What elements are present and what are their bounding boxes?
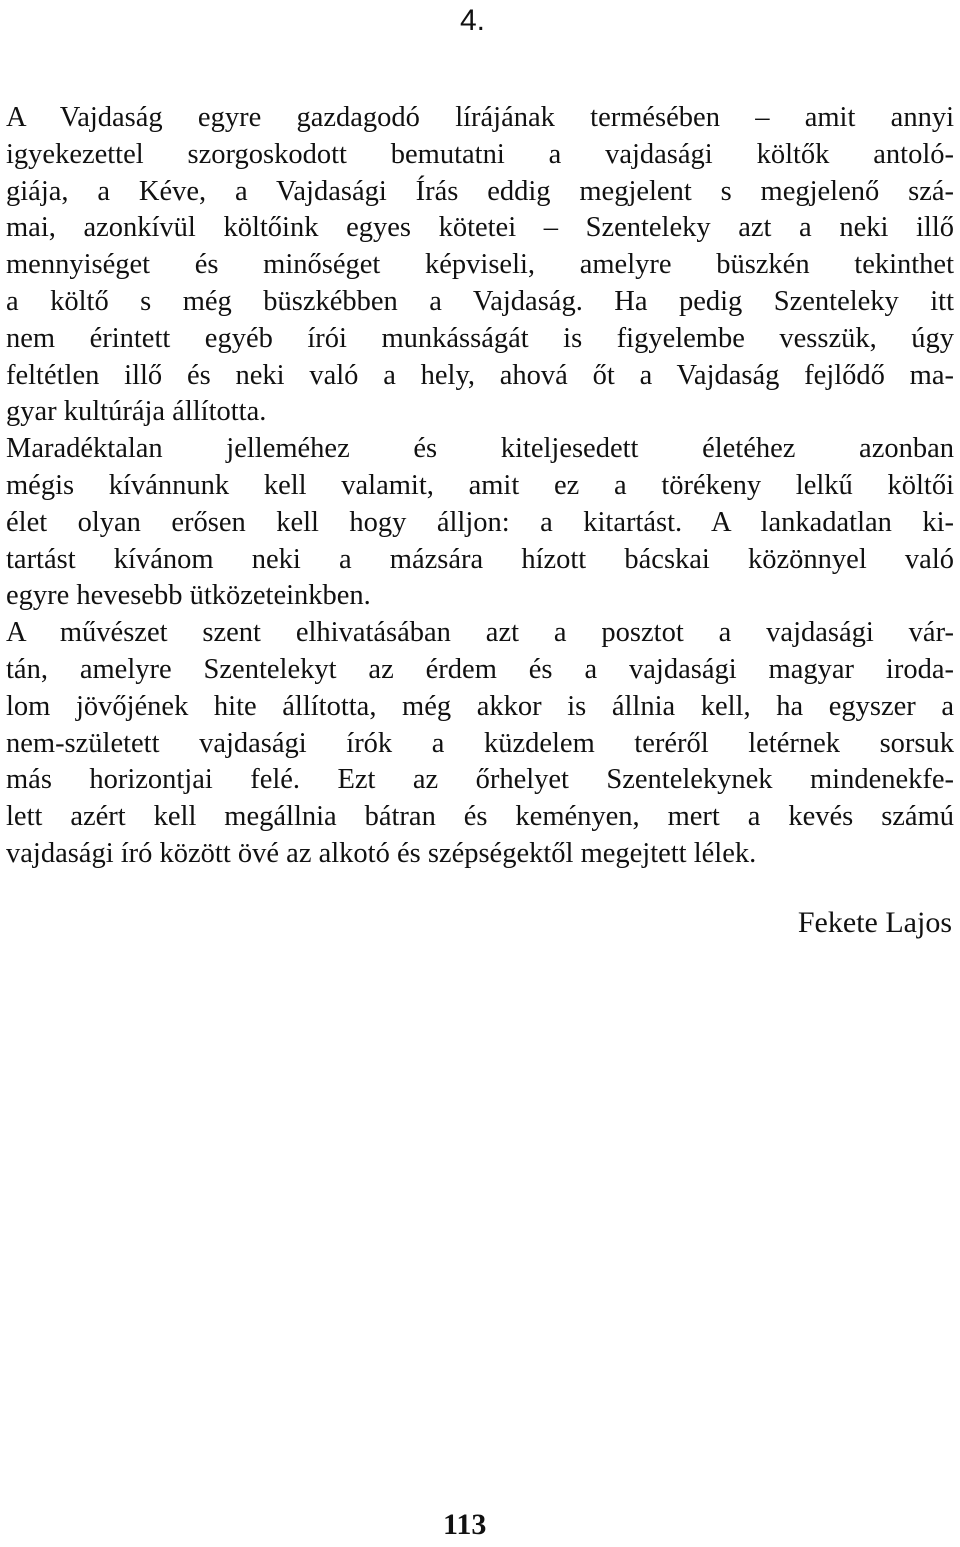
text-line: feltétlen illő és neki való a hely, ahová őt a Vajdaság fejlődő ma- <box>6 359 954 391</box>
text-line: egyre hevesebb ütközeteinkben. <box>6 580 371 612</box>
text-line: lett azért kell megállnia bátran és keményen, mert a kevés számú <box>6 801 954 833</box>
text-line: Maradéktalan jelleméhez és kiteljesedett életéhez azonban <box>6 433 954 465</box>
author-signature: Fekete Lajos <box>797 906 952 939</box>
text-line: nem érintett egyéb írói munkásságát is figyelembe vesszük, úgy <box>6 322 954 354</box>
text-line: mai, azonkívül költőink egyes kötetei – Szenteleky azt a neki illő <box>6 212 954 244</box>
text-line: giája, a Kéve, a Vajdasági Írás eddig megjelent s megjelenő szá- <box>6 175 954 207</box>
paragraph-2 <box>6 431 954 615</box>
text-line: más horizontjai felé. Ezt az őrhelyet Szentelekynek mindenekfe- <box>6 764 954 796</box>
text-line: tán, amelyre Szentelekyt az érdem és a vajdasági magyar iroda- <box>6 653 954 685</box>
text-line: a költő s még büszkébben a Vajdaság. Ha pedig Szenteleky itt <box>6 285 954 317</box>
paragraph-1 <box>6 100 954 431</box>
text-line: igyekezettel szorgoskodott bemutatni a vajdasági költők antoló- <box>6 138 954 170</box>
text-line: gyar kultúrája állította. <box>6 396 267 428</box>
text-line: vajdasági író között övé az alkotó és szépségektől megejtett lélek. <box>6 837 757 869</box>
page-number: 113 <box>443 1508 487 1541</box>
text-line: tartást kívánom neki a mázsára hízott bácskai közönnyel való <box>6 543 954 575</box>
text-line: lom jövőjének hite állította, még akkor is állnia kell, ha egyszer a <box>6 690 954 722</box>
text-line: A művészet szent elhivatásában azt a posztot a vajdasági vár- <box>6 617 954 649</box>
body-text <box>6 100 954 873</box>
section-number: 4. <box>460 4 486 37</box>
text-line: nem-született vajdasági írók a küzdelem teréről letérnek sorsuk <box>6 727 954 759</box>
text-line: A Vajdaság egyre gazdagodó lírájának termésében – amit annyi <box>6 102 954 133</box>
text-line: élet olyan erősen kell hogy álljon: a kitartást. A lankadatlan ki- <box>6 506 954 538</box>
text-line: mennyiséget és minőséget képviseli, amelyre büszkén tekinthet <box>6 249 954 281</box>
text-line: mégis kívánnunk kell valamit, amit ez a törékeny lelkű költői <box>6 469 954 501</box>
paragraph-3 <box>6 615 954 873</box>
